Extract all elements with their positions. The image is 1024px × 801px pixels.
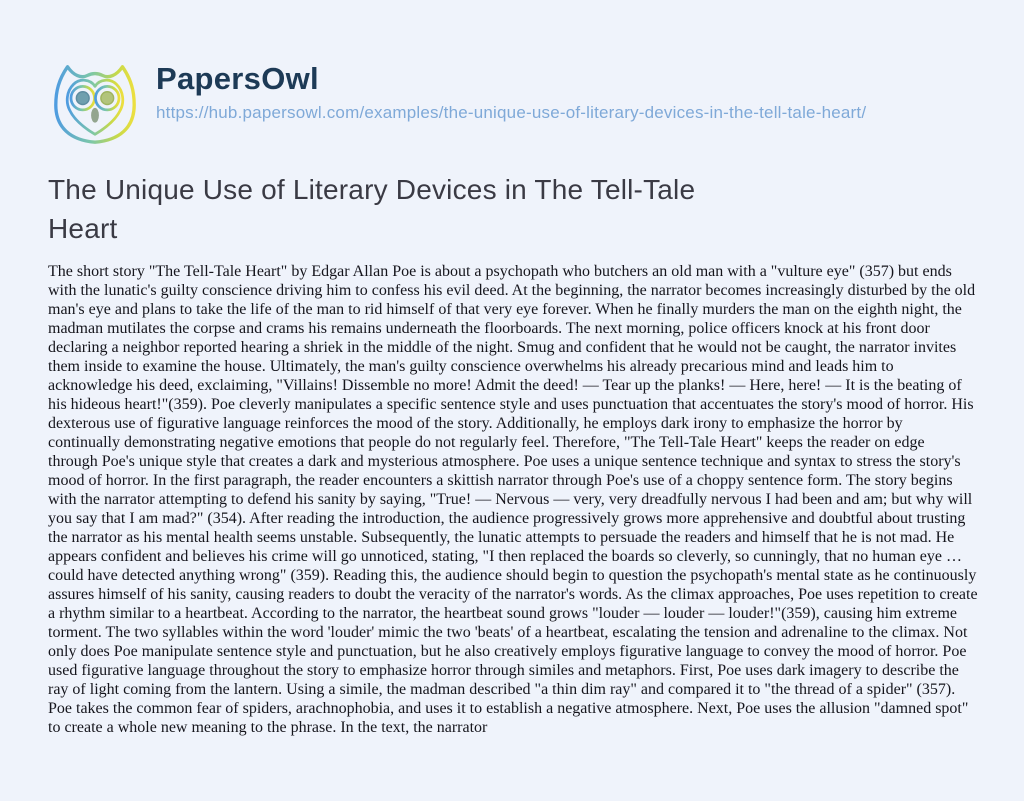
page-title: The Unique Use of Literary Devices in The Tell-Tale Heart (48, 174, 696, 244)
owl-icon (46, 139, 144, 156)
brand-name: PapersOwl (156, 61, 319, 96)
papersowl-logo[interactable] (46, 54, 144, 152)
brand-block (156, 54, 866, 123)
header (0, 0, 1024, 152)
article (0, 170, 1024, 737)
source-url[interactable]: https://hub.papersowl.com/examples/the-unique-use-of-literary-devices-in-the-tell-tale-heart/ (156, 103, 867, 122)
article-body: The short story "The Tell-Tale Heart" by Edgar Allan Poe is about a psychopath who butchers an old man with a "vulture eye" (357) but ends with the lunatic's guilty conscience driving him to confess his evil deed. At the beginning, the narrator becomes increasingly disturbed by the old man's eye and plans to take the life of the man to rid himself of that very eye forever. When he finally murders the man on the eighth night, the madman mutilates the corpse and crams his remains underneath the floorboards. The next morning, police officers knock at his front door declaring a neighbor reported hearing a shriek in the middle of the night. Smug and confident that he would not be caught, the narrator invites them inside to examine the house. Ultimately, the man's guilty conscience overwhelms his already precarious mind and leads him to acknowledge his deed, exclaiming, "Villains! Dissemble no more! Admit the deed! — Tear up the planks! — Here, here! — It is the beating of his hideous heart!"(359). Poe cleverly manipulates a specific sentence style and uses punctuation that accentuates the story's mood of horror. His dexterous use of figurative language reinforces the mood of the story. Additionally, he employs dark irony to emphasize the horror by continually demonstrating negative emotions that people do not regularly feel. Therefore, "The Tell-Tale Heart" keeps the reader on edge through Poe's unique style that creates a dark and mysterious atmosphere. Poe uses a unique sentence technique and syntax to stress the story's mood of horror. In the first paragraph, the reader encounters a skittish narrator through Poe's use of a choppy sentence form. The story begins with the narrator attempting to defend his sanity by saying, "True! — Nervous — very, very dreadfully nervous I had been and am; but why will you say that I am mad?" (354). After reading the introduction, the audience progressively grows more apprehensive and doubtful about trusting the narrator as his mental health seems unstable. Subsequently, the lunatic attempts to persuade the readers and himself that he is not mad. He appears confident and believes his crime will go unnoticed, stating, "I then replaced the boards so cleverly, so cunningly, that no human eye … could have detected anything wrong" (359). Reading this, the audience should begin to question the psychopath's mental state as he continuously assures himself of his sanity, causing readers to doubt the veracity of the narrator's words. As the climax approaches, Poe uses repetition to create a rhythm similar to a heartbeat. According to the narrator, the heartbeat sound grows "louder — louder — louder!"(359), causing him extreme torment. The two syllables within the word 'louder' mimic the two 'beats' of a heartbeat, escalating the tension and adrenaline to the climax. Not only does Poe manipulate sentence style and punctuation, but he also creatively employs figurative language to convey the mood of horror. Poe used figurative language throughout the story to emphasize horror through similes and metaphors. First, Poe uses dark imagery to describe the ray of light coming from the lantern. Using a simile, the madman described "a thin dim ray" and compared it to "the thread of a spider" (357). Poe takes the common fear of spiders, arachnophobia, and uses it to establish a negative atmosphere. Next, Poe uses the allusion "damned spot" to create a whole new meaning to the phrase. In the text, the narrator (48, 263, 978, 736)
